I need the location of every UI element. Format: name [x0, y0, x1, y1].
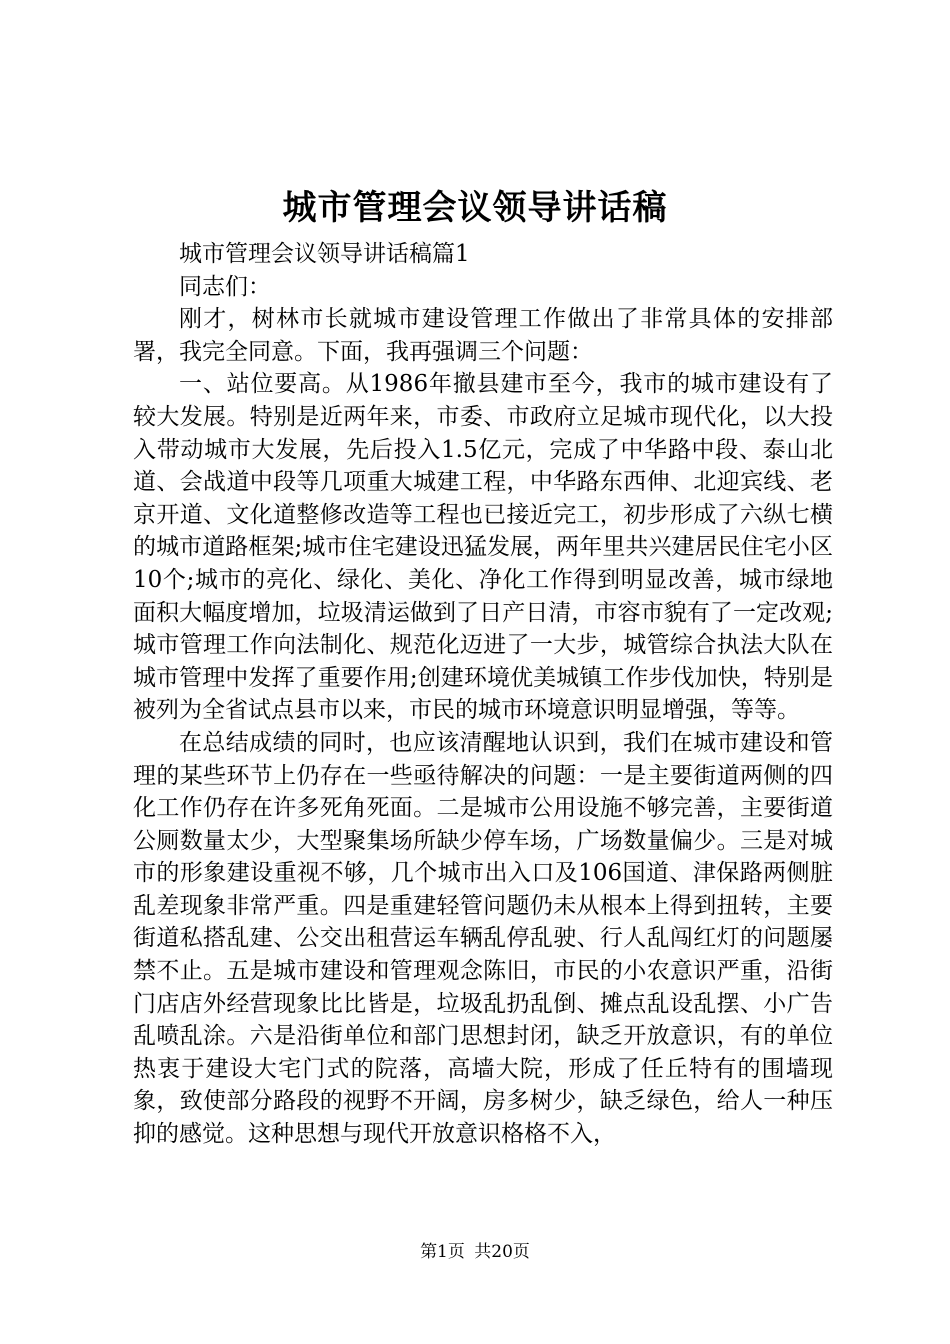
body-paragraph: 一、站位要高。从1986年撤县建市至今，我市的城市建设有了较大发展。特别是近两年来，市委、市政府立足城市现代化，以大投入带动城市大发展，先后投入1.5亿元，完成了中华路中段、泰山北道、会战道中段等几项重大城建工程，中华路东西伸、北迎宾线、老京开道、文化道整修改造等工程也已接近完工，初步形成了六纵七横的城市道路框架;城市住宅建设迅猛发展，两年里共兴建居民住宅小区10个;城市的亮化、绿化、美化、净化工作得到明显改善，城市绿地面积大幅度增加，垃圾清运做到了日产日清，市容市貌有了一定改观;城市管理工作向法制化、规范化迈进了一大步，城管综合执法大队在城市管理中发挥了重要作用;创建环境优美城镇工作步伐加快，特别是被列为全省试点县市以来，市民的城市环境意识明显增强，等等。 — [133, 371, 833, 724]
salutation: 同志们： — [179, 273, 271, 300]
section-heading: 城市管理会议领导讲话稿篇1 — [179, 241, 470, 267]
page-number: 第1页 — [420, 1242, 465, 1262]
page-total: 共20页 — [474, 1242, 530, 1262]
document-body — [133, 238, 833, 1151]
page-footer — [0, 1240, 950, 1264]
document-title: 城市管理会议领导讲话稿 — [282, 188, 668, 228]
body-paragraph: 在总结成绩的同时，也应该清醒地认识到，我们在城市建设和管理的某些环节上仍存在一些亟待解决的问题：一是主要街道两侧的四化工作仍存在许多死角死面。二是城市公用设施不够完善，主要街道公厕数量太少，大型聚集场所缺少停车场，广场数量偏少。三是对城市的形象建设重视不够，几个城市出入口及106国道、津保路两侧脏乱差现象非常严重。四是重建轻管问题仍未从根本上得到扭转，主要街道私搭乱建、公交出租营运车辆乱停乱驶、行人乱闯红灯的问题屡禁不止。五是城市建设和管理观念陈旧，市民的小农意识严重，沿街门店店外经营现象比比皆是，垃圾乱扔乱倒、摊点乱设乱摆、小广告乱喷乱涂。六是沿街单位和部门思想封闭，缺乏开放意识，有的单位热衷于建设大宅门式的院落，高墙大院，形成了任丘特有的围墙现象，致使部分路段的视野不开阔，房多树少，缺乏绿色，给人一种压抑的感觉。这种思想与现代开放意识格格不入， — [133, 729, 833, 1148]
body-paragraph: 刚才，树林市长就城市建设管理工作做出了非常具体的安排部署，我完全同意。下面，我再强调三个问题： — [133, 306, 833, 365]
